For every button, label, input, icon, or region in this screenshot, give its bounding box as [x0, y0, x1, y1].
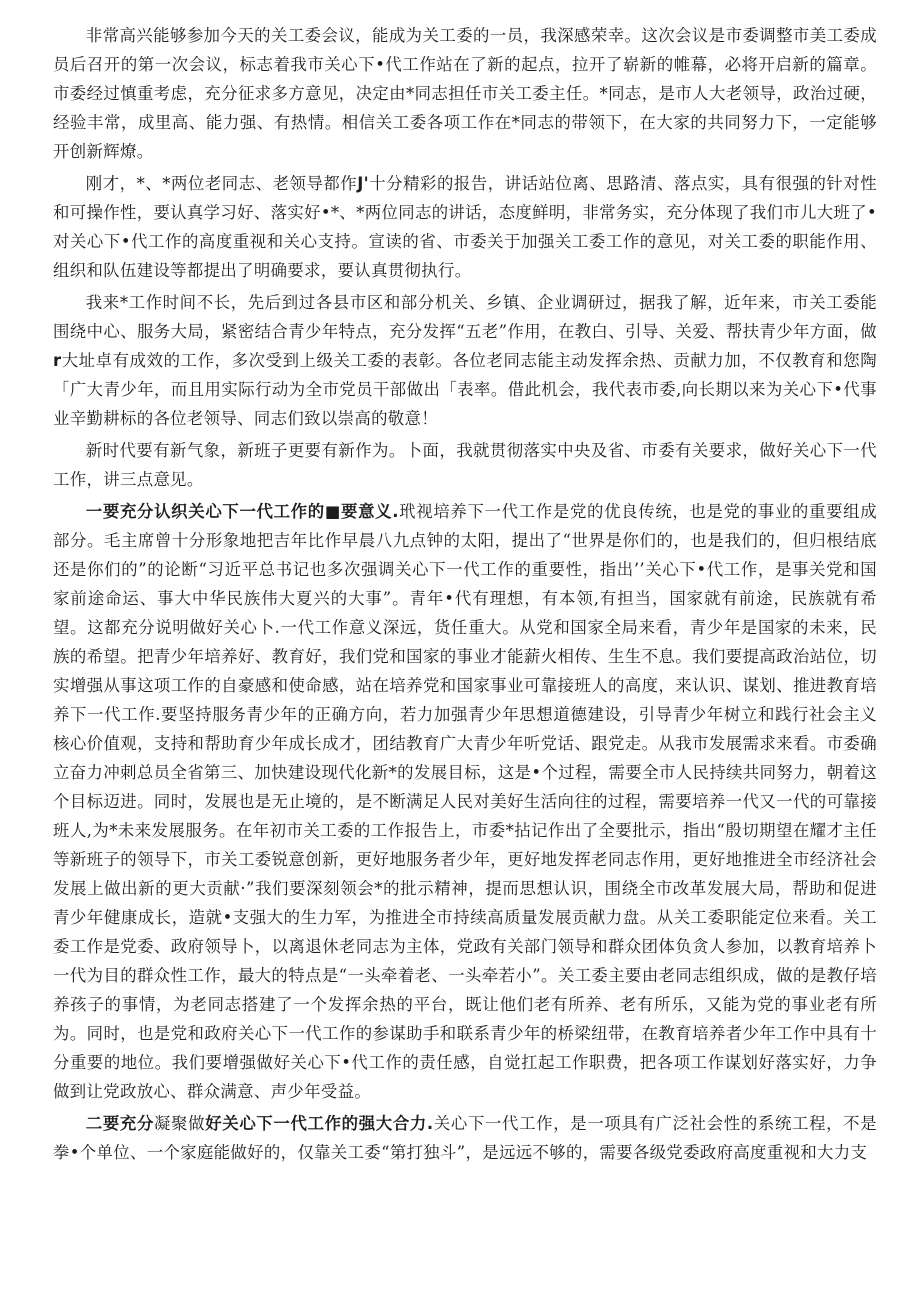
paragraph-research-text-b: 大址卓有成效的工作，多次受到上级关工委的表彰。各位老同志能主动发挥余热、贡献力加，不仅教育和您陶「广大青少年，而且用实际行动为全市党员干部做出「表率。借此机会，我代表市委,向长期以来为关心下•代事业辛勤耕标的各位老领导、同志们致以崇高的敬意！ [53, 351, 877, 428]
point-two-heading-c: 好关心下一代工作的强大合力. [205, 1114, 434, 1133]
point-two-heading-a: 二要充分 [85, 1114, 155, 1133]
document-page [53, 21, 877, 1170]
paragraph-point-one [53, 497, 877, 1106]
point-two-heading-b: 凝聚做 [154, 1114, 206, 1133]
paragraph-research [53, 288, 877, 433]
ocr-artifact: J' [357, 174, 370, 193]
paragraph-point-two [53, 1109, 877, 1167]
point-two-body: 关心下一代工作，是一项具有广泛社会性的系统工程，不是拳•个单位、一个家庭能做好的，仅靠关工委“第打独斗”，是远远不够的，需要各级党委政府高度重视和大力支 [53, 1114, 877, 1162]
point-one-heading: 一要充分认织关心下一代工作的■要意义. [85, 502, 399, 521]
ocr-artifact: r [53, 351, 62, 370]
paragraph-reports [53, 169, 877, 285]
paragraph-research-text-a: 我来*工作时间不长，先后到过各县市区和部分机关、乡镇、企业调研过，据我了解，近年来，市关工委能围绕中心、服务大局，紧密结合青少年特点，充分发挥“五老”作用，在教白、引导、关爱、帮扶青少年方面，做 [53, 293, 877, 341]
paragraph-reports-text-b: 十分精彩的报告，讲话站位离、思路清、落点实，具有很强的针对性和可操作性，要认真学习好、落实好•*、*两位同志的讲话，态度鲜明，非常务实，充分体现了我们市儿大班了•对关心下•代工作的高度重视和关心支持。宣读的省、市委关于加强关工委工作的意见，对关工委的职能作用、组织和队伍建设等都提出了明确要求，要认真贯彻执行。 [53, 174, 877, 280]
paragraph-opening: 非常高兴能够参加今天的关工委会议，能成为关工委的一员，我深感荣幸。这次会议是市委调整市美工委成员后召开的第一次会议，标志着我市关心下•代工作站在了新的起点，拉开了崭新的帷幕，必将开启新的篇章。市委经过慎重考虑，充分征求多方意见，决定由*同志担任市关工委主任。*同志，是市人大老领导，政治过硬，经验丰常，成里高、能力强、有热情。相信关工委各项工作在*同志的带领下，在大家的共同努力下，一定能够开创新辉燎。 [53, 26, 877, 161]
point-one-body: 玳视培养下一代工作是党的优良传统，也是党的事业的重要组成部分。毛主席曾十分形象地把吉年比作早晨八九点钟的太阳，提出了“世界是你们的，也是我们的，但归根结底还是你们的”的论断“习近平总书记也多次强调关心下一代工作的重要性，指出’’关心下•代工作，是事关党和国家前途命运、事大中华民族伟大夏兴的大事”。青年•代有理想，有本领,有担当，国家就有前途，民族就有希望。这都充分说明做好关心卜.一代工作意义深远，货任重大。从党和国家全局来看，青少年是国家的未来，民族的希望。把青少年培养好、教育好，我们党和国家的事业才能薪火相传、生生不息。我们要提高政治站位，切实增强从事这项工作的自豪感和使命感，站在培养党和国家事业可靠接班人的高度，来认识、谋划、推进教育培养下一代工作.要坚持服务青少年的正确方向，若力加强青少年思想道德建设，引导青少年树立和践行社会主义核心价值观，支持和帮助育少年成长成才，团结教育广大青少年听党话、跟党走。从我市发展需求来看。市委确立奋力冲刺总员全省第三、加快建设现代化新*的发展目标，这是•个过程，需要全市人民持续共同努力，朝着这个目标迈进。同时，发展也是无止境的，是不断满足人民对美好生活向往的过程，需要培养一代又一代的可靠接班人,为*未来发展服务。在年初市关工委的工作报告上，市委*拈记作出了全要批示，指出“殷切期望在耀才主任等新班子的领导下，市关工委锐意创新，更好地服务者少年，更好地发挥老同志作用，更好地推进全市经济社会发展上做出新的更大贡献·”我们要深刻领会*的批示精神，提而思想认识，围绕全市改革发展大局，帮助和促进青少年健康成长，造就•支强大的生力军，为推进全市持续高质量发展贡献力盘。从关工委职能定位来看。关工委工作是党委、政府领导卜，以离退休老同志为主体，党政有关部门领导和群众团体负贪人参加，以教育培养卜一代为目的群众性工作，最大的特点是“一头牵着老、一头牵若小”。关工委主要由老同志组织成，做的是教仔培养孩子的事情，为老同志搭建了一个发挥余热的平台，既让他们老有所养、老有所乐，又能为党的事业老有所为。同时，也是党和政府关心下一代工作的参谋助手和联系青少年的桥梁纽带，在教育培养者少年工作中具有十分重要的地位。我们要增强做好关心下•代工作的责任感，自觉扛起工作职费，把各项工作谋划好落实好，力争做到让党政放心、群众满意、声少年受益。 [53, 502, 877, 1101]
paragraph-reports-text-a: 刚才，*、*两位老同志、老领导都作 [85, 174, 358, 193]
paragraph-intro-points: 新时代要有新气象，新班子更要有新作为。卜面，我就贯彻落实中央及省、市委有关要求，做好关心下一代工作，讲三点意见。 [53, 441, 877, 489]
